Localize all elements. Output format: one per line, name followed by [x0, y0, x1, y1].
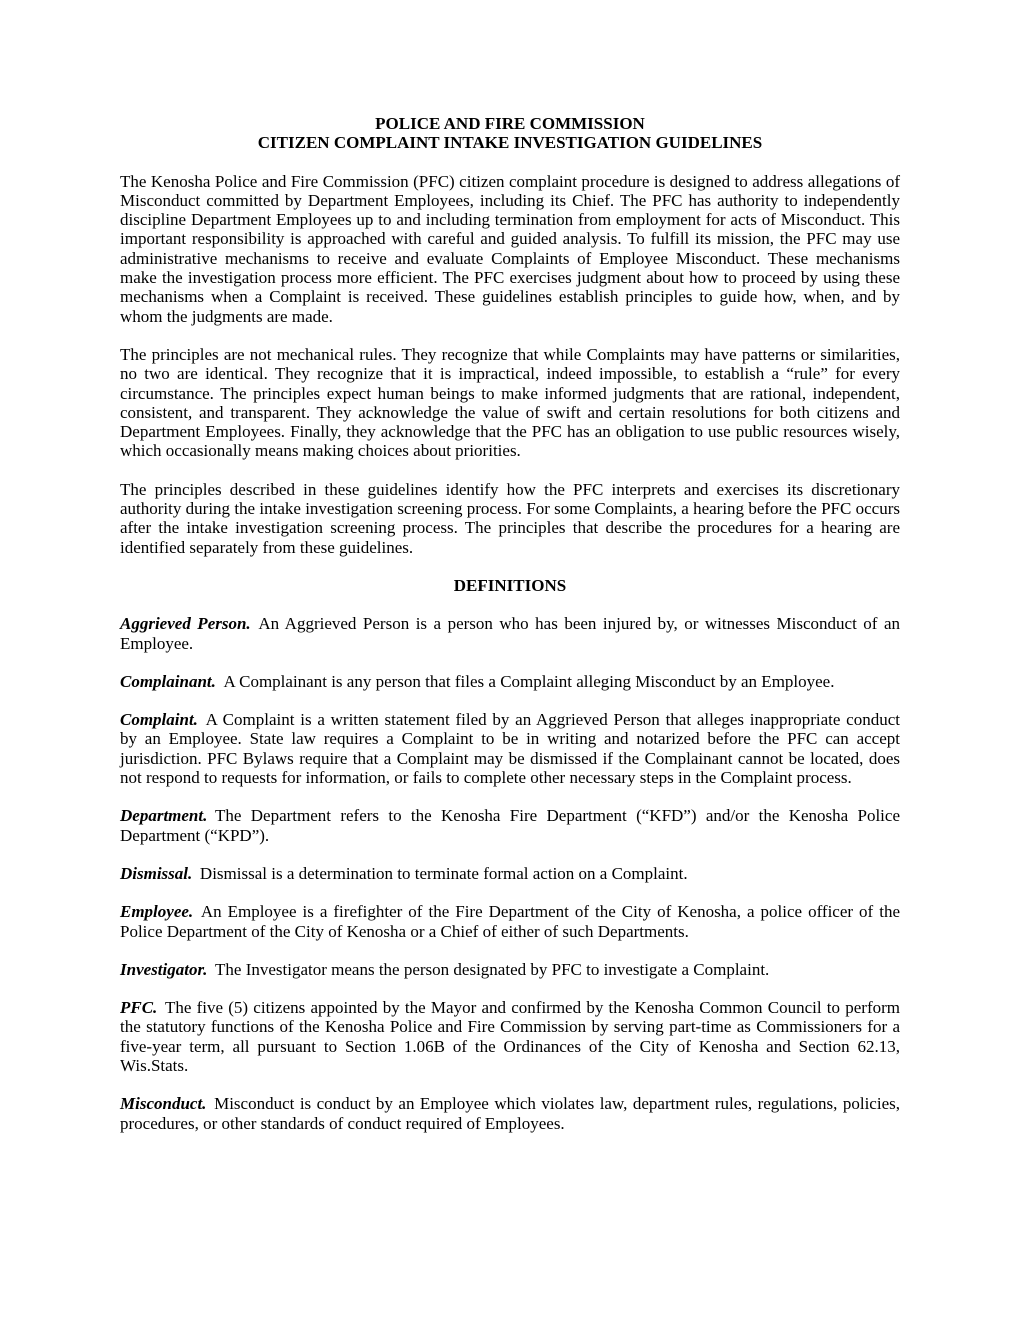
definition-pfc [120, 998, 900, 1075]
definitions-heading: DEFINITIONS [453, 575, 567, 595]
definition-text: Dismissal is a determination to terminate formal action on a Complaint. [199, 863, 688, 883]
definition-employee [120, 902, 900, 941]
intro-paragraph-1: The Kenosha Police and Fire Commission (PFC) citizen complaint procedure is designed to address allegations of Misconduct committed by Department Employees, including its Chief. The PFC has authority to independently discipline Department Employees up to and including termination from employment for acts of Misconduct. This important responsibility is approached with careful and guided analysis. To fulfill its mission, the PFC may use administrative mechanisms to receive and evaluate Complaints of Employee Misconduct. These mechanisms make the investigation process more efficient. The PFC exercises judgment about how to proceed by using these mechanisms when a Complaint is received. These guidelines establish principles to guide how, when, and by whom the judgments are made. [120, 171, 900, 326]
definition-text: A Complainant is any person that files a Complaint alleging Misconduct by an Employee. [223, 671, 835, 691]
intro-paragraph-2: The principles are not mechanical rules. They recognize that while Complaints may have patterns or similarities, no two are identical. They recognize that it is impractical, indeed impossible, to establish a “rule” for every circumstance. The principles expect human beings to make informed judgments that are rational, independent, consistent, and transparent. They acknowledge the value of swift and certain resolutions for both citizens and Department Employees. Finally, they acknowledge that the PFC has an obligation to use public resources wisely, which occasionally means making choices about priorities. [120, 344, 900, 461]
document-title-line-1: POLICE AND FIRE COMMISSION [375, 114, 645, 133]
definition-term: Aggrieved Person. [120, 614, 251, 634]
definition-term: Dismissal. [120, 863, 193, 883]
definition-dismissal [120, 864, 900, 883]
definition-term: PFC. [120, 998, 158, 1018]
definition-text: An Employee is a firefighter of the Fire Department of the City of Kenosha, a police officer of the Police Department of the City of Kenosha or a Chief of either of such Departments. [120, 902, 900, 941]
definition-department [120, 806, 900, 845]
definition-term: Employee. [120, 902, 194, 922]
definition-text: The Department refers to the Kenosha Fire Department (“KFD”) and/or the Kenosha Police Department (“KPD”). [120, 806, 900, 845]
definition-text: Misconduct is conduct by an Employee which violates law, department rules, regulations, policies, procedures, or other standards of conduct required of Employees. [120, 1094, 900, 1133]
document-title-line-2: CITIZEN COMPLAINT INTAKE INVESTIGATION GUIDELINES [257, 133, 763, 153]
definition-term: Department. [120, 806, 208, 826]
definition-term: Complaint. [120, 710, 198, 730]
definition-aggrieved-person [120, 614, 900, 653]
definition-text: The five (5) citizens appointed by the Mayor and confirmed by the Kenosha Common Council to perform the statutory functions of the Kenosha Police and Fire Commission by serving part-time as Commissioners for a five-year term, all pursuant to Section 1.06B of the Ordinances of the City of Kenosha and Section 62.13, Wis.Stats. [120, 998, 900, 1075]
definition-term: Investigator. [120, 959, 208, 979]
definition-term: Complainant. [120, 671, 216, 691]
definition-misconduct [120, 1094, 900, 1133]
intro-paragraph-3: The principles described in these guidelines identify how the PFC interprets and exercises its discretionary authority during the intake investigation screening process. For some Complaints, a hearing before the PFC occurs after the intake investigation screening process. The principles that describe the procedures for a hearing are identified separately from these guidelines. [120, 479, 900, 557]
definition-complaint [120, 710, 900, 787]
definition-text: A Complaint is a written statement filed by an Aggrieved Person that alleges inappropriate conduct by an Employee. State law requires a Complaint to be in writing and notarized before the PFC can accept jurisdiction. PFC Bylaws require that a Complaint may be dismissed if the Complainant cannot be located, does not respond to requests for information, or fails to complete other necessary steps in the Complaint process. [120, 710, 900, 788]
definition-complainant [120, 672, 900, 691]
definition-text: The Investigator means the person designated by PFC to investigate a Complaint. [215, 959, 770, 979]
definition-term: Misconduct. [120, 1094, 207, 1114]
definition-text: An Aggrieved Person is a person who has been injured by, or witnesses Misconduct of an Employee. [120, 614, 900, 653]
definition-investigator [120, 960, 900, 979]
